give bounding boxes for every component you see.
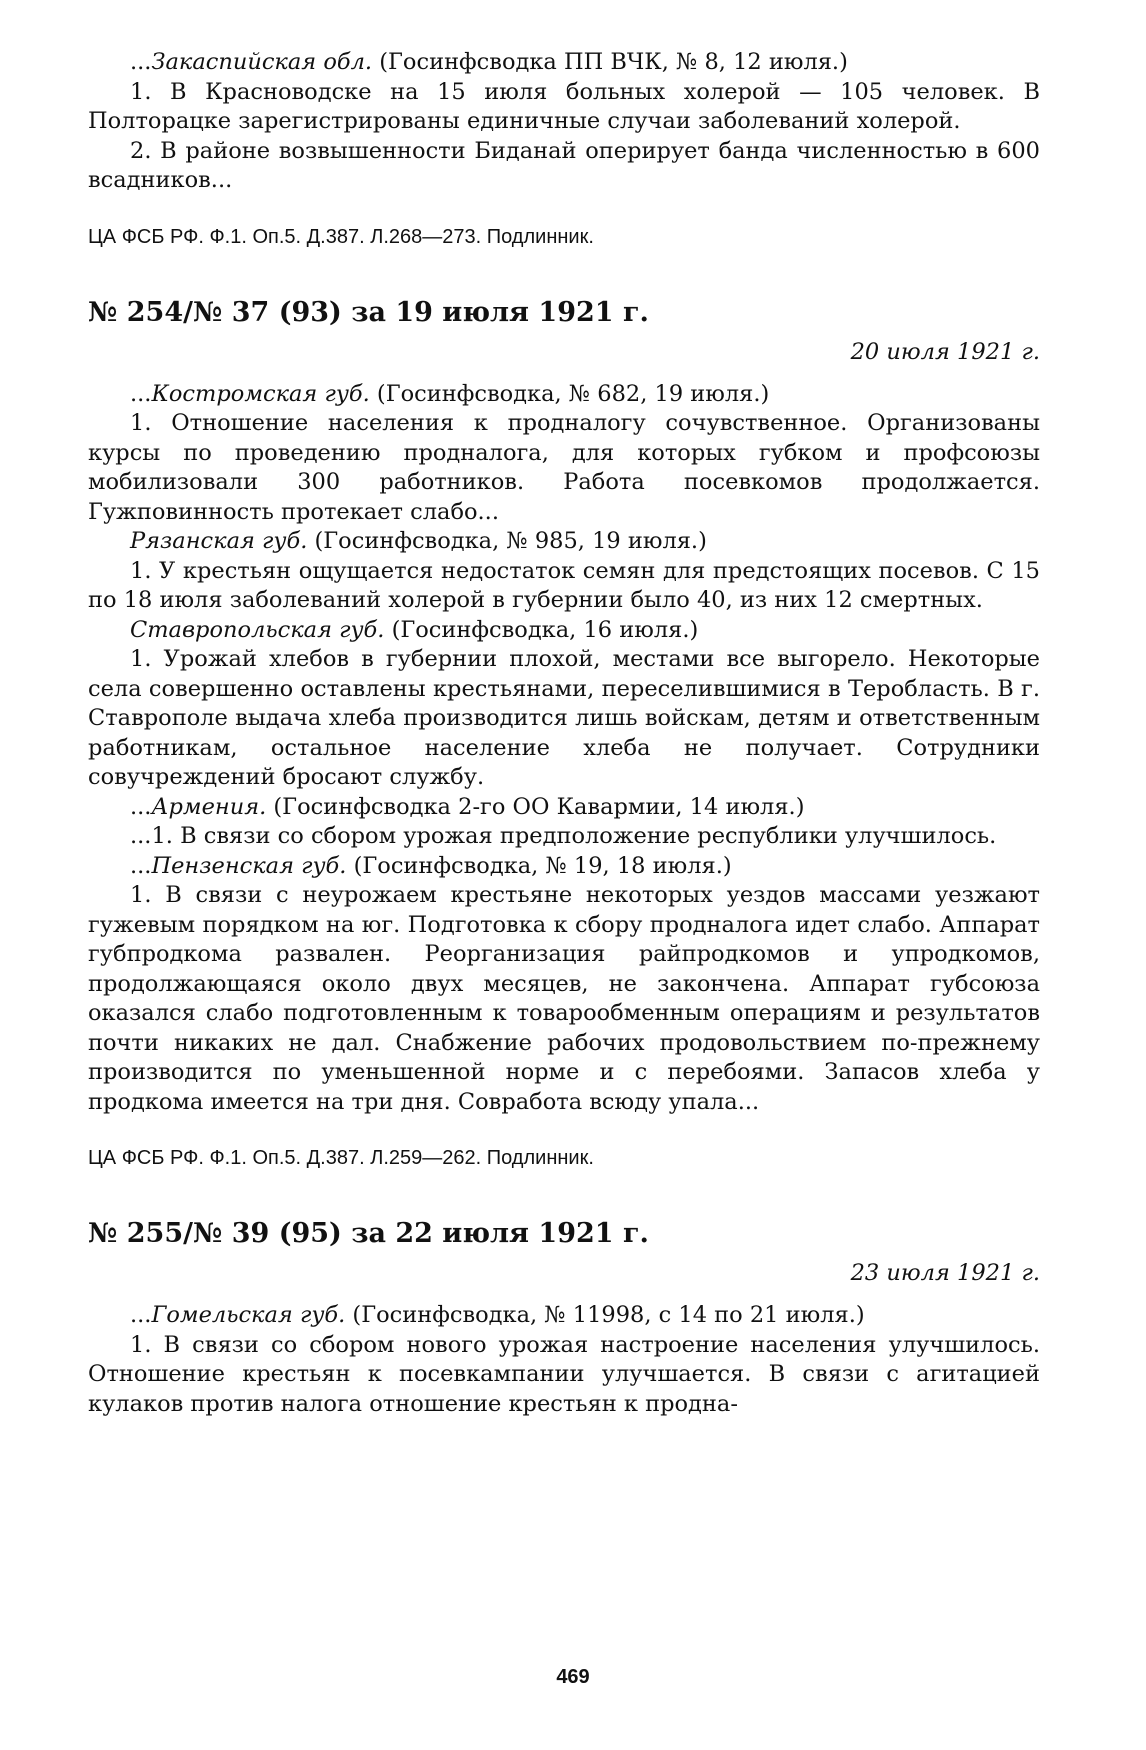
source-line: ...Костромская губ. (Госинфсводка, № 682, 19 июля.): [130, 380, 770, 407]
section-date: 20 июля 1921 г.: [850, 338, 1040, 365]
source-line: ...Закаспийская обл. (Госинфсводка ПП ВЧК, № 8, 12 июля.): [130, 49, 848, 75]
paragraph: 1. Урожай хлебов в губернии плохой, местами все выгорело. Некоторые села совершенно оставлены крестьянами, переселившимися в Теробласть. В г. Ставрополе выдача хлеба производится лишь войскам, детям и ответственным работникам, остальное население хлеба не получает. Сотрудники совучреждений бросают службу.: [88, 646, 1040, 790]
source-line: Ставропольская губ. (Госинфсводка, 16 июля.): [130, 616, 699, 643]
section-date: 23 июля 1921 г.: [850, 1260, 1040, 1286]
archive-reference: ЦА ФСБ РФ. Ф.1. Оп.5. Д.387. Л.259—262. Подлинник.: [88, 1147, 594, 1169]
source-line: Рязанская губ. (Госинфсводка, № 985, 19 июля.): [130, 528, 707, 554]
archive-reference: ЦА ФСБ РФ. Ф.1. Оп.5. Д.387. Л.268—273. Подлинник.: [88, 225, 594, 248]
paragraph: 1. У крестьян ощущается недостаток семян для предстоящих посевов. С 15 по 18 июля заболеваний холерой в губернии было 40, из них 12 смертных.: [88, 557, 1040, 613]
section-heading: № 254/№ 37 (93) за 19 июля 1921 г.: [88, 296, 649, 328]
source-line: ...Гомельская губ. (Госинфсводка, № 11998, с 14 по 21 июля.): [130, 1302, 865, 1328]
paragraph: 1. В связи с неурожаем крестьяне некоторых уездов массами уезжают гужевым порядком на юг. Подготовка к сбору продналога идет слабо. Аппарат губпродкома развален. Реорганизация райпродкомов и упродкомов, продолжающаяся около двух месяцев, не закончена. Аппарат губсоюза оказался слабо подготовленным к товарообменным операциям и результатов почти никаких не дал. Снабжение рабочих продовольствием по-прежнему производится по уменьшенной норме и с перебоями. Запасов хлеба у продкома имеется на три дня. Совработа всюду упала...: [88, 882, 1040, 1115]
paragraph: 1. В связи со сбором нового урожая настроение населения улучшилось. Отношение крестьян к посевкампании улучшается. В связи с агитацией кулаков против налога отношение крестьян к продна-: [88, 1331, 1040, 1417]
page-number: 469: [556, 1666, 590, 1688]
paragraph: 2. В районе возвышенности Биданай оперирует банда численностью в 600 всадников...: [88, 137, 1040, 193]
source-line: ...Пензенская губ. (Госинфсводка, № 19, 18 июля.): [130, 852, 732, 879]
paragraph: ...1. В связи со сбором урожая предположение республики улучшилось.: [130, 823, 997, 849]
section-heading: № 255/№ 39 (95) за 22 июля 1921 г.: [88, 1218, 649, 1249]
source-line: ...Армения. (Госинфсводка 2-го ОО Кавармии, 14 июля.): [130, 793, 805, 820]
paragraph: 1. В Красноводске на 15 июля больных холерой — 105 человек. В Полторацке зарегистрированы единичные случаи заболеваний холерой.: [88, 78, 1040, 134]
paragraph: 1. Отношение населения к продналогу сочувственное. Организованы курсы по проведению продналога, для которых губком и профсоюзы мобилизовали 300 работников. Работа посевкомов продолжается. Гужповинность протекает слабо...: [88, 410, 1040, 525]
